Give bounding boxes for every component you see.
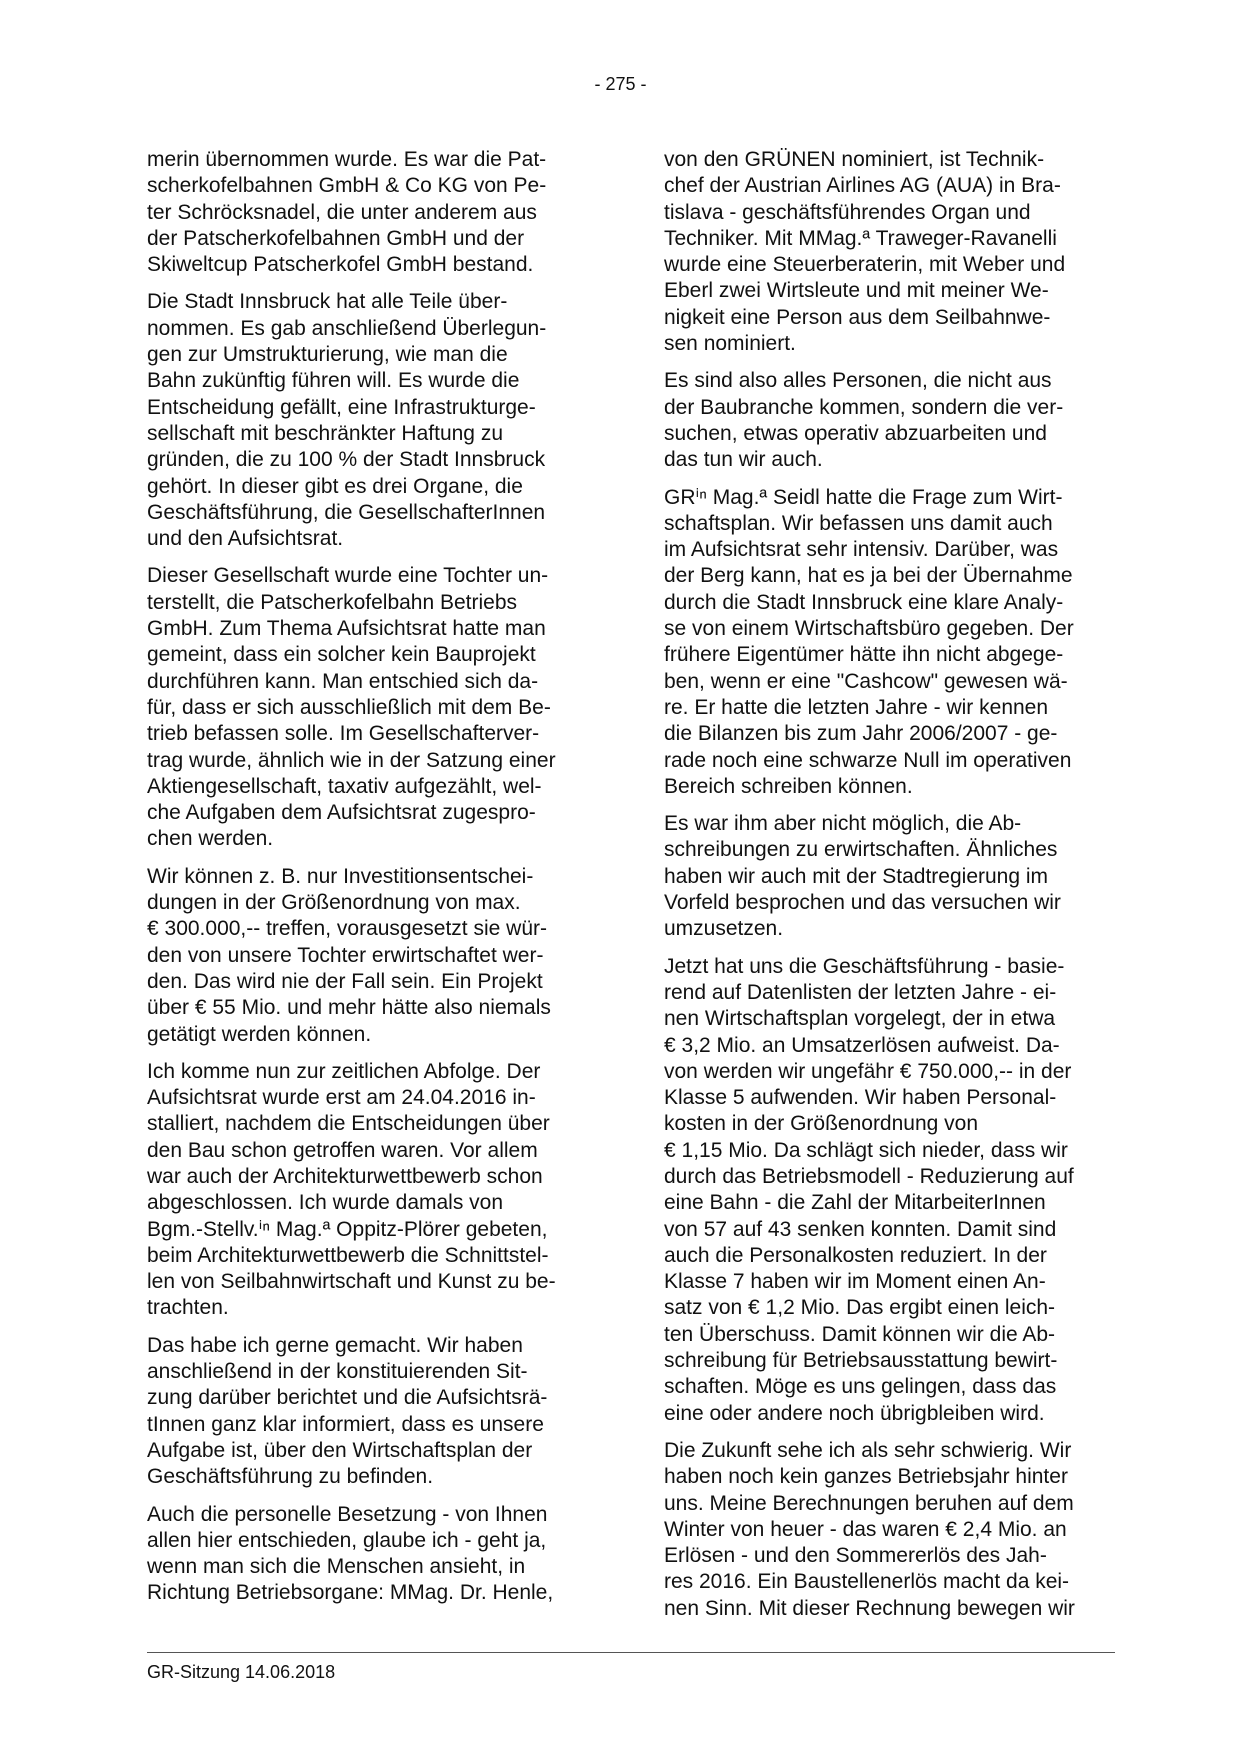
left-column <box>147 147 597 1618</box>
paragraph: Ich komme nun zur zeitlichen Abfolge. Der Aufsichtsrat wurde erst am 24.04.2016 in- stalliert, nachdem die Entscheidungen über den Bau schon getroffen waren. Vor allem war auch der Architekturwettbewerb schon abgeschlossen. Ich wurde damals von Bgm.-Stellv.ⁱⁿ Mag.ª Oppitz-Plörer gebeten, beim Architekturwettbewerb die Schnittstel- len von Seilbahnwirtschaft und Kunst zu be- trachten. <box>147 1059 556 1320</box>
right-column <box>664 147 1116 1633</box>
paragraph: merin übernommen wurde. Es war die Pat- scherkofelbahnen GmbH & Co KG von Pe- ter Schröcksnadel, die unter anderem aus der Patscherkofelbahnen GmbH und der Skiweltcup Patscherkofel GmbH bestand. <box>147 148 547 277</box>
paragraph: Das habe ich gerne gemacht. Wir haben anschließend in der konstituierenden Sit- zung darüber berichtet und die Aufsichtsrä- tInnen ganz klar informiert, dass es unsere Aufgabe ist, über den Wirtschaftsplan der Geschäftsführung zu befinden. <box>147 1333 548 1489</box>
footer-session-label: GR-Sitzung 14.06.2018 <box>147 1662 336 1682</box>
paragraph: Wir können z. B. nur Investitionsentschei- dungen in der Größenordnung von max. € 300.000,-- treffen, vorausgesetzt sie wür- den von unsere Tochter erwirtschaftet wer- den. Das wird nie der Fall sein. Ein Projekt über € 55 Mio. und mehr hätte also niemals getätigt werden können. <box>147 864 551 1046</box>
paragraph: Die Zukunft sehe ich als sehr schwierig. Wir haben noch kein ganzes Betriebsjahr hinter uns. Meine Berechnungen beruhen auf dem Winter von heuer - das waren € 2,4 Mio. an Erlösen - und den Sommererlös des Jah- res 2016. Ein Baustellenerlös macht da kei- nen Sinn. Mit dieser Rechnung bewegen wir <box>664 1438 1075 1620</box>
paragraph: Jetzt hat uns die Geschäftsführung - basie- rend auf Datenlisten der letzten Jahre - ei- nen Wirtschaftsplan vorgelegt, der in etwa € 3,2 Mio. an Umsatzerlösen aufweist. Da- von werden wir ungefähr € 750.000,-- in der Klasse 5 aufwenden. Wir haben Personal- kosten in der Größenordnung von € 1,15 Mio. Da schlägt sich nieder, dass wir durch das Betriebsmodell - Reduzierung auf eine Bahn - die Zahl der MitarbeiterInnen von 57 auf 43 senken konnten. Damit sind auch die Personalkosten reduziert. In der Klasse 7 haben wir im Moment einen An- satz von € 1,2 Mio. Das ergibt einen leich- ten Überschuss. Damit können wir die Ab- schreibung für Betriebsausstattung bewirt- schaften. Möge es uns gelingen, dass das eine oder andere noch übrigbleiben wird. <box>664 954 1074 1425</box>
paragraph: Es sind also alles Personen, die nicht aus der Baubranche kommen, sondern die ver- suchen, etwas operativ abzuarbeiten und das tun wir auch. <box>664 369 1064 472</box>
paragraph: GRⁱⁿ Mag.ª Seidl hatte die Frage zum Wirt- schaftsplan. Wir befassen uns damit auch im Aufsichtsrat sehr intensiv. Darüber, was der Berg kann, hat es ja bei der Übernahme durch die Stadt Innsbruck eine klare Analy- se von einem Wirtschaftsbüro gegeben. Der frühere Eigentümer hätte ihn nicht abgege- ben, wenn er eine "Cashcow" gewesen wä- re. Er hatte die letzten Jahre - wir kennen die Bilanzen bis zum Jahr 2006/2007 - ge- rade noch eine schwarze Null im operativen Bereich schreiben können. <box>664 485 1074 798</box>
paragraph: Dieser Gesellschaft wurde eine Tochter un- terstellt, die Patscherkofelbahn Betriebs GmbH. Zum Thema Aufsichtsrat hatte man gemeint, dass ein solcher kein Bauprojekt durchführen kann. Man entschied sich da- für, dass er sich ausschließlich mit dem Be- trieb befassen solle. Im Gesellschafterver- trag wurde, ähnlich wie in der Satzung einer Aktiengesellschaft, taxativ aufgezählt, wel- che Aufgaben dem Aufsichtsrat zugespro- chen werden. <box>147 564 556 851</box>
paragraph: von den GRÜNEN nominiert, ist Technik- chef der Austrian Airlines AG (AUA) in Bra- tislava - geschäftsführendes Organ und Techniker. Mit MMag.ª Traweger-Ravanelli wurde eine Steuerberaterin, mit Weber und Eberl zwei Wirtsleute und mit meiner We- nigkeit eine Person aus dem Seilbahnwe- sen nominiert. <box>664 148 1066 356</box>
page-number: - 275 - <box>594 74 647 94</box>
paragraph: Es war ihm aber nicht möglich, die Ab- schreibungen zu erwirtschaften. Ähnliches haben wir auch mit der Stadtregierung im Vorfeld besprochen und das versuchen wir umzusetzen. <box>664 812 1061 941</box>
paragraph: Die Stadt Innsbruck hat alle Teile über- nommen. Es gab anschließend Überlegun- gen zur Umstrukturierung, wie man die Bahn zukünftig führen will. Es wurde die Entscheidung gefällt, eine Infrastrukturge- sellschaft mit beschränkter Haftung zu gründen, die zu 100 % der Stadt Innsbruck gehört. In dieser gibt es drei Organe, die Geschäftsführung, die GesellschafterInnen und den Aufsichtsrat. <box>147 290 547 551</box>
paragraph: Auch die personelle Besetzung - von Ihnen allen hier entschieden, glaube ich - geht ja, wenn man sich die Menschen ansieht, in Richtung Betriebsorgane: MMag. Dr. Henle, <box>147 1502 554 1605</box>
footer-divider <box>147 1652 1115 1653</box>
